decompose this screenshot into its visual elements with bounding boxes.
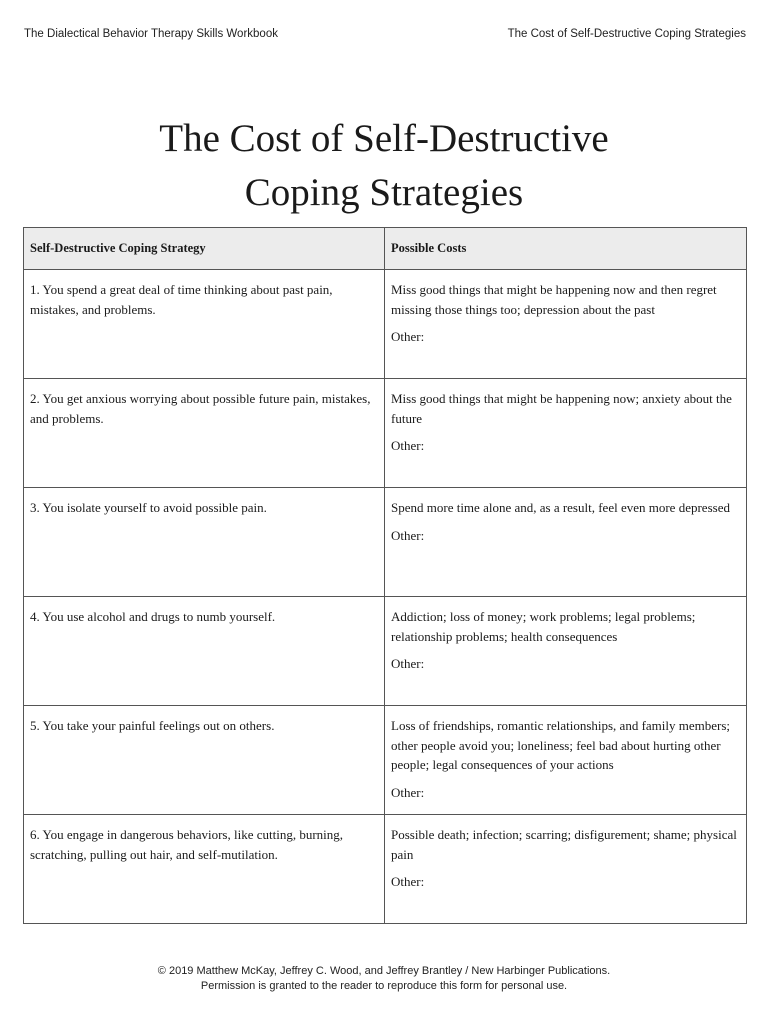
page-title xyxy=(0,112,768,220)
costs-text: Possible death; infection; scarring; disfigurement; shame; physical pain xyxy=(391,827,737,862)
costs-cell xyxy=(385,706,747,815)
other-field-label: Other: xyxy=(391,784,425,800)
coping-strategies-table xyxy=(23,227,747,924)
column-header-costs: Possible Costs xyxy=(385,228,747,270)
table-header-row xyxy=(24,228,747,270)
strategy-cell: 5. You take your painful feelings out on others. xyxy=(24,706,385,815)
running-header-book-title: The Dialectical Behavior Therapy Skills Workbook xyxy=(24,28,278,40)
strategy-cell: 3. You isolate yourself to avoid possible pain. xyxy=(24,488,385,597)
other-field-label: Other: xyxy=(391,656,425,671)
other-field-label: Other: xyxy=(391,874,425,889)
other-field-label: Other: xyxy=(391,527,425,543)
strategy-cell: 4. You use alcohol and drugs to numb yourself. xyxy=(24,597,385,706)
permission-notice: Permission is granted to the reader to reproduce this form for personal use. xyxy=(200,980,568,992)
costs-text: Spend more time alone and, as a result, feel even more depressed xyxy=(391,500,730,515)
page-title-line-2: Coping Strategies xyxy=(244,171,524,215)
copyright-notice: © 2019 Matthew McKay, Jeffrey C. Wood, and Jeffrey Brantley / New Harbinger Publications. xyxy=(157,965,611,977)
strategy-cell: 6. You engage in dangerous behaviors, like cutting, burning, scratching, pulling out hair, and self-mutilation. xyxy=(24,815,385,924)
other-field-label: Other: xyxy=(391,438,425,453)
costs-cell xyxy=(385,270,747,379)
strategy-cell: 2. You get anxious worrying about possible future pain, mistakes, and problems. xyxy=(24,379,385,488)
table-row xyxy=(24,488,747,597)
running-header-section-title: The Cost of Self-Destructive Coping Strategies xyxy=(507,28,746,40)
costs-text: Miss good things that might be happening now and then regret missing those things too; depression about the past xyxy=(391,282,717,317)
column-header-strategy: Self-Destructive Coping Strategy xyxy=(24,228,385,270)
copyright-footer xyxy=(0,964,768,994)
costs-cell xyxy=(385,597,747,706)
table-row xyxy=(24,597,747,706)
table-row xyxy=(24,706,747,815)
table-row xyxy=(24,815,747,924)
page-title-line-1: The Cost of Self-Destructive xyxy=(159,117,609,161)
costs-text: Loss of friendships, romantic relationships, and family members; other people avoid you; loneliness; feel bad about hurting other people; legal consequences of your actions xyxy=(391,718,731,772)
costs-cell xyxy=(385,815,747,924)
strategy-cell: 1. You spend a great deal of time thinking about past pain, mistakes, and problems. xyxy=(24,270,385,379)
running-header xyxy=(24,28,746,40)
table-row xyxy=(24,379,747,488)
costs-cell xyxy=(385,488,747,597)
other-field-label: Other: xyxy=(391,329,425,344)
table-row xyxy=(24,270,747,379)
costs-text: Addiction; loss of money; work problems; legal problems; relationship problems; health consequences xyxy=(391,609,696,644)
costs-text: Miss good things that might be happening now; anxiety about the future xyxy=(391,391,732,426)
costs-cell xyxy=(385,379,747,488)
